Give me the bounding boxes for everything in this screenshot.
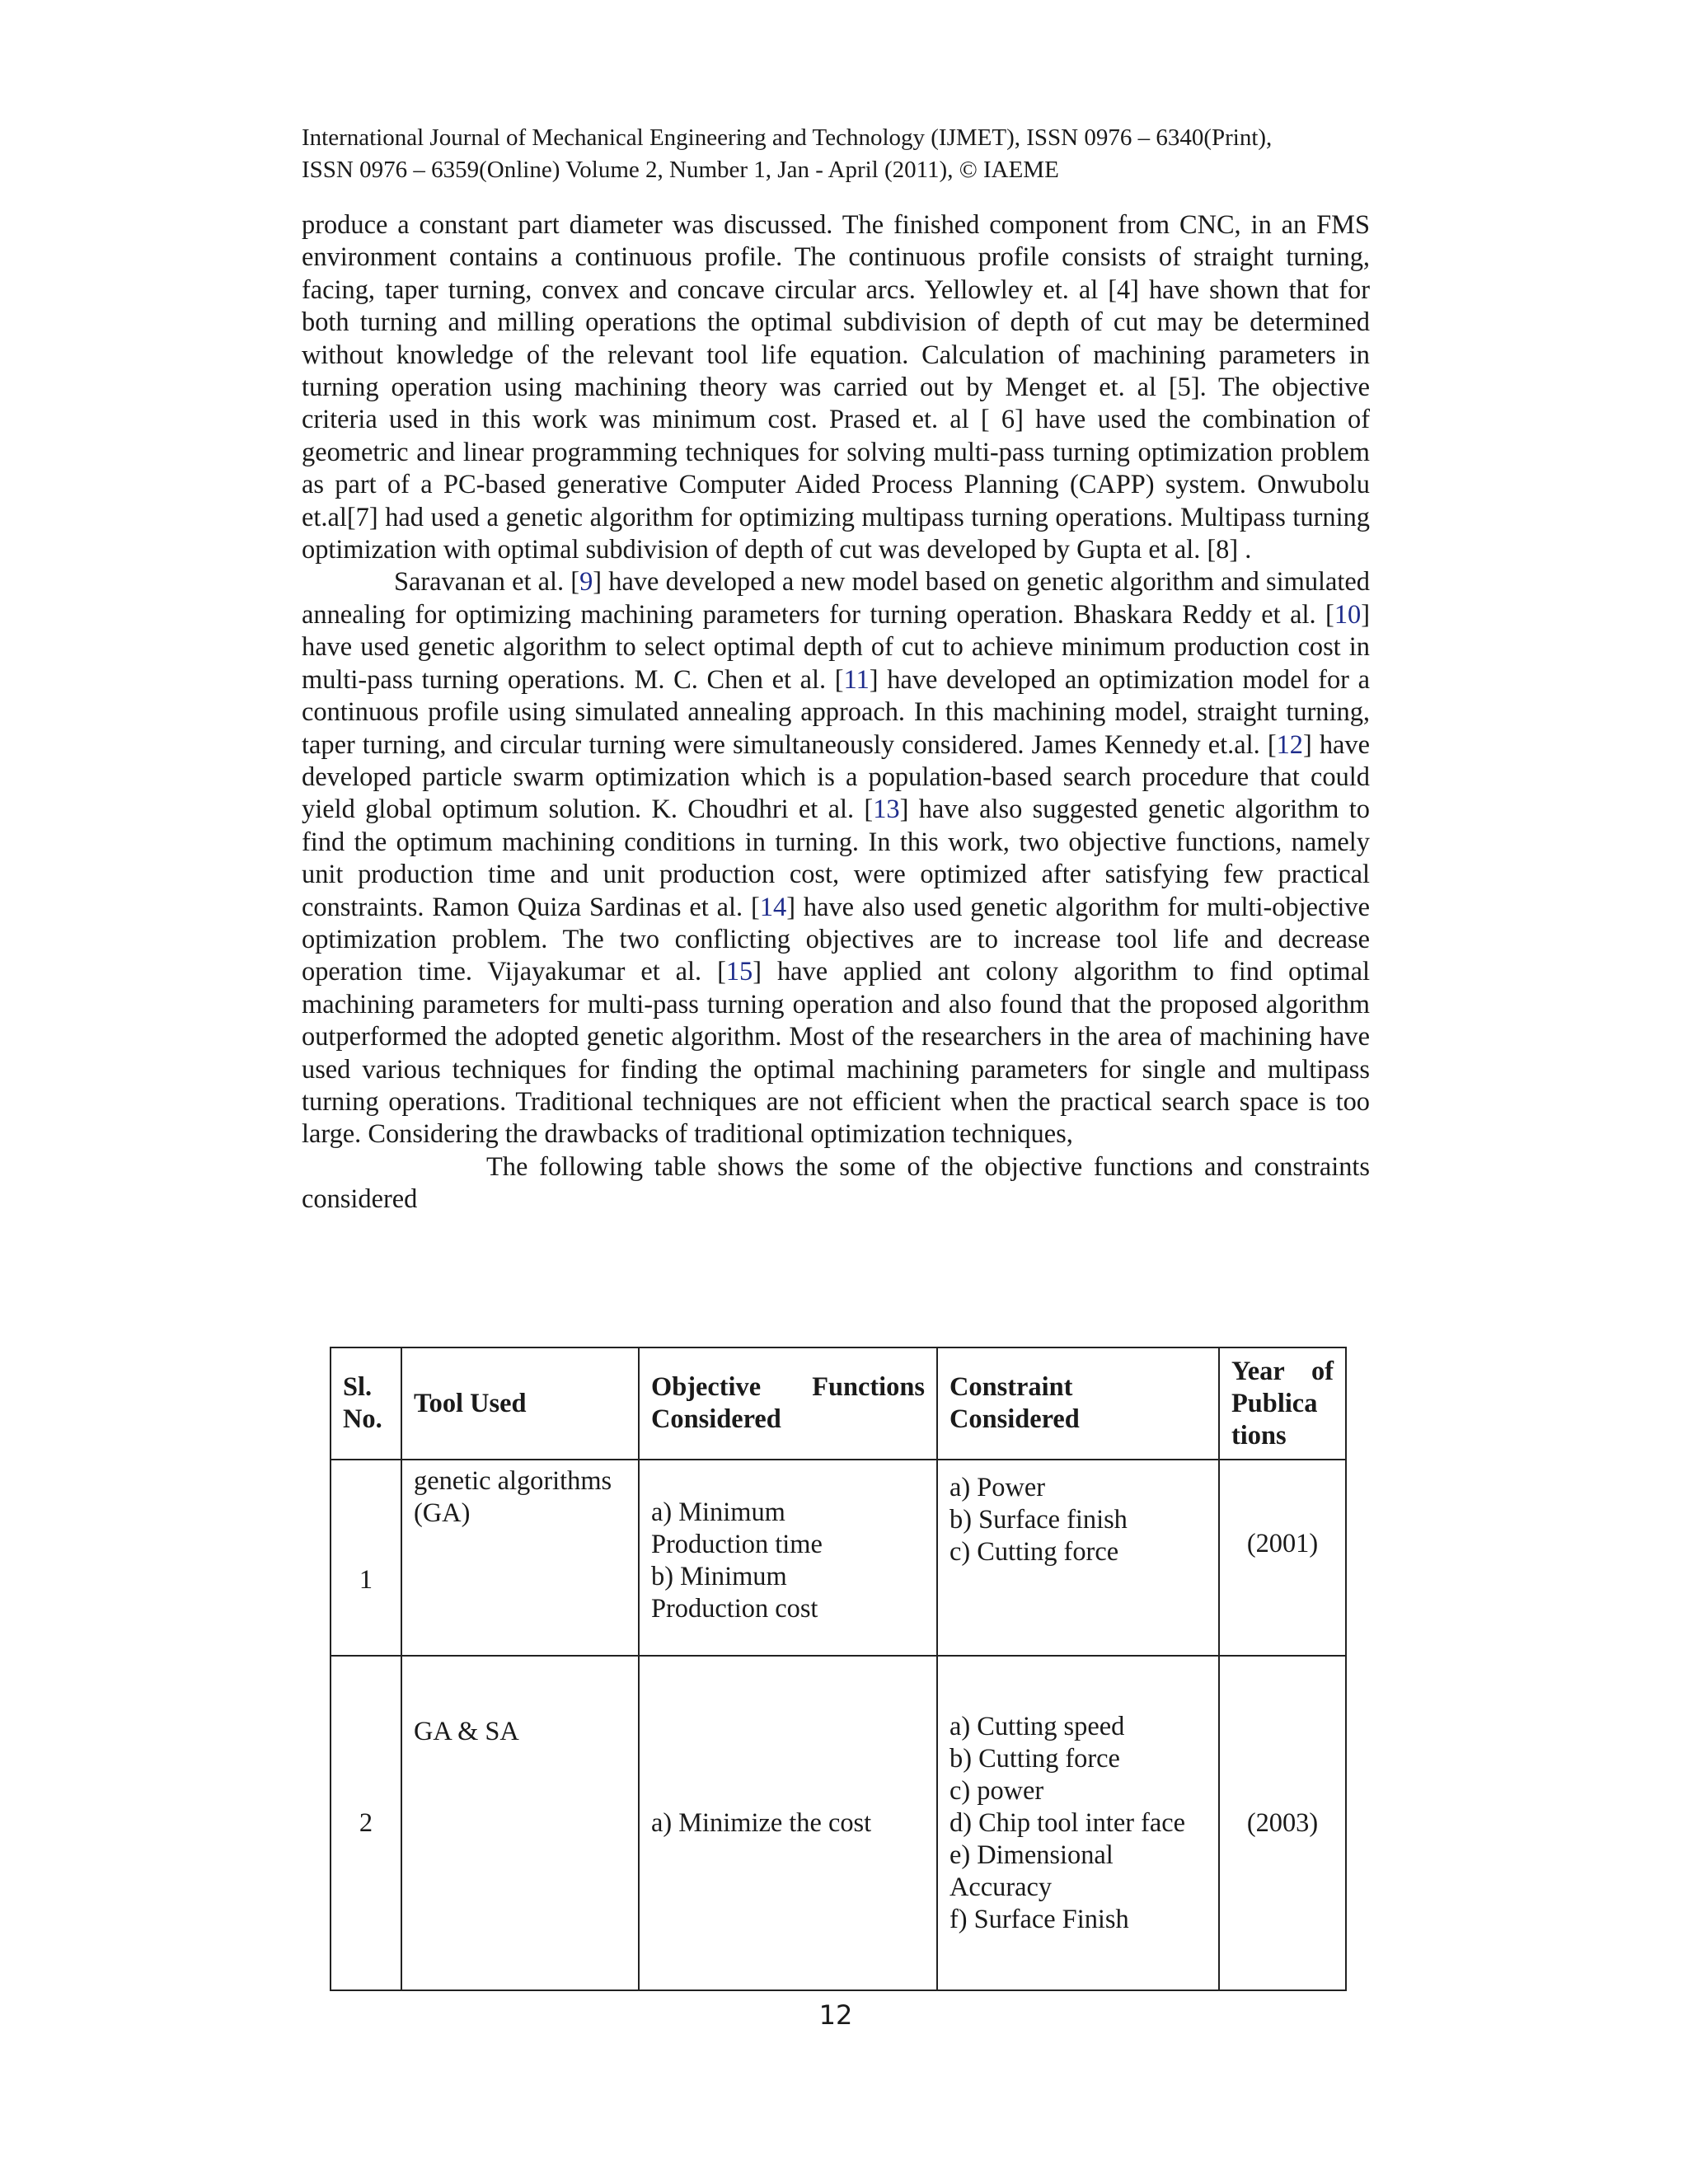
literature-table	[330, 1347, 1345, 1991]
header-text: Publica	[1231, 1388, 1318, 1418]
paragraph-2	[302, 566, 1370, 1151]
cell-sl-no: 2	[331, 1656, 401, 1990]
paragraph-2-text: Saravanan et al. [	[394, 567, 580, 598]
paragraph-2-text: ] have used genetic algorithm to select optimal depth of cut to achieve minimum production cost in multi-pass turning operations. M. C. Chen et al. [	[302, 599, 1370, 695]
paragraph-3: The following table shows the some of the objective functions and constraints considered	[302, 1151, 1370, 1215]
header-sl-no	[331, 1347, 401, 1460]
header-constraint	[937, 1347, 1219, 1460]
cell-constraints	[937, 1460, 1219, 1656]
list-item: Accuracy	[950, 1872, 1053, 1902]
cell-text: (GA)	[414, 1498, 471, 1528]
header-line-2: ISSN 0976 – 6359(Online) Volume 2, Number 1, Jan - April (2011), © IAEME	[302, 157, 1059, 183]
list-item: e) Dimensional	[950, 1840, 1114, 1870]
paragraph-2-text: ] have developed particle swarm optimization which is a population-based search procedure that could yield global optimum solution. K. Choudhri et al. [	[302, 729, 1370, 825]
table-row	[331, 1656, 1346, 1990]
list-item: Production time	[651, 1530, 823, 1559]
list-item: a) Power	[950, 1473, 1046, 1502]
list-item: b) Cutting force	[950, 1743, 1120, 1774]
table-header-row	[331, 1347, 1346, 1460]
citation-link[interactable]: 14	[759, 892, 787, 922]
list-item: c) Cutting force	[950, 1537, 1119, 1567]
header-year	[1219, 1347, 1346, 1460]
cell-tool-used: GA & SA	[401, 1656, 639, 1990]
cell-constraints	[937, 1656, 1219, 1990]
cell-year: (2003)	[1219, 1656, 1346, 1990]
body-text	[302, 209, 1370, 1216]
citation-link[interactable]: 9	[579, 567, 593, 598]
citation-link[interactable]: 11	[843, 664, 870, 695]
header-text: Year of	[1231, 1356, 1334, 1386]
citation-link[interactable]: 12	[1276, 729, 1303, 760]
cell-sl-no: 1	[331, 1460, 401, 1656]
list-item: a) Cutting speed	[950, 1711, 1125, 1741]
list-item: b) Minimum	[651, 1562, 787, 1591]
cell-objective-functions: a) Minimize the cost	[639, 1656, 937, 1990]
journal-header	[302, 122, 1370, 186]
header-objective-functions: Objective Functions Considered	[639, 1347, 937, 1460]
header-text: Considered	[950, 1404, 1080, 1434]
list-item: c) power	[950, 1775, 1044, 1806]
header-line-1: International Journal of Mechanical Engineering and Technology (IJMET), ISSN 0976 – 6340(Print),	[302, 124, 1273, 151]
header-tool-used: Tool Used	[401, 1347, 639, 1460]
cell-text: genetic algorithms	[414, 1466, 612, 1496]
table-row	[331, 1460, 1346, 1656]
list-item: Production cost	[651, 1594, 818, 1624]
paragraph-2-text: ] have also used genetic algorithm for multi-objective optimization problem. The two conflicting objectives are to increase tool life and decrease operation time. Vijayakumar et al. [	[302, 892, 1370, 987]
cell-tool-used	[401, 1460, 639, 1656]
list-item: f) Surface Finish	[950, 1904, 1129, 1934]
page-number: 12	[818, 1999, 853, 2031]
header-text: No.	[343, 1404, 382, 1434]
cell-year: (2001)	[1219, 1460, 1346, 1656]
paragraph-2-text: ] have also suggested genetic algorithm to find the optimum machining conditions in turning. In this work, two objective functions, namely unit production time and unit production cost, were optimized after satisfying few practical constraints. Ramon Quiza Sardinas et al. [	[302, 794, 1370, 922]
list-item: b) Surface finish	[950, 1505, 1128, 1535]
paragraph-2-text: ] have developed an optimization model for a continuous profile using simulated annealing approach. In this machining model, straight turning, taper turning, and circular turning were simultaneously considered. James Kennedy et.al. [	[302, 664, 1370, 760]
header-text: Constraint	[950, 1372, 1073, 1402]
header-text: tions	[1231, 1420, 1287, 1451]
paragraph-2-text: ] have applied ant colony algorithm to find optimal machining parameters for multi-pass turning operation and also found that the proposed algorithm outperformed the adopted genetic algorithm. Most of the researchers in the area of machining have used various techniques for finding the optimal machining parameters for single and multipass turning operations. Traditional techniques are not efficient when the practical search space is too large. Considering the drawbacks of traditional optimization techniques,	[302, 957, 1370, 1150]
citation-link[interactable]: 13	[873, 794, 900, 825]
citation-link[interactable]: 15	[725, 957, 753, 987]
paragraph-2-text: ] have developed a new model based on genetic algorithm and simulated annealing for optimizing machining parameters for turning operation. Bhaskara Reddy et al. [	[302, 567, 1370, 630]
paragraph-1: produce a constant part diameter was discussed. The finished component from CNC, in an FMS environment contains a continuous profile. The continuous profile consists of straight turning, facing, taper turning, convex and concave circular arcs. Yellowley et. al [4] have shown that for both turning and milling operations the optimal subdivision of depth of cut may be determined without knowledge of the relevant tool life equation. Calculation of machining parameters in turning operation using machining theory was carried out by Menget et. al [5]. The objective criteria used in this work was minimum cost. Prased et. al [ 6] have used the combination of geometric and linear programming techniques for solving multi-pass turning optimization problem as part of a PC-based generative Computer Aided Process Planning (CAPP) system. Onwubolu et.al[7] had used a genetic algorithm for optimizing multipass turning operations. Multipass turning optimization with optimal subdivision of depth of cut was developed by Gupta et al. [8] .	[302, 210, 1370, 565]
header-text: Sl.	[343, 1372, 373, 1402]
cell-objective-functions	[639, 1460, 937, 1656]
list-item: d) Chip tool inter face	[950, 1807, 1186, 1838]
citation-link[interactable]: 10	[1334, 599, 1362, 630]
list-item: a) Minimum	[651, 1497, 785, 1527]
